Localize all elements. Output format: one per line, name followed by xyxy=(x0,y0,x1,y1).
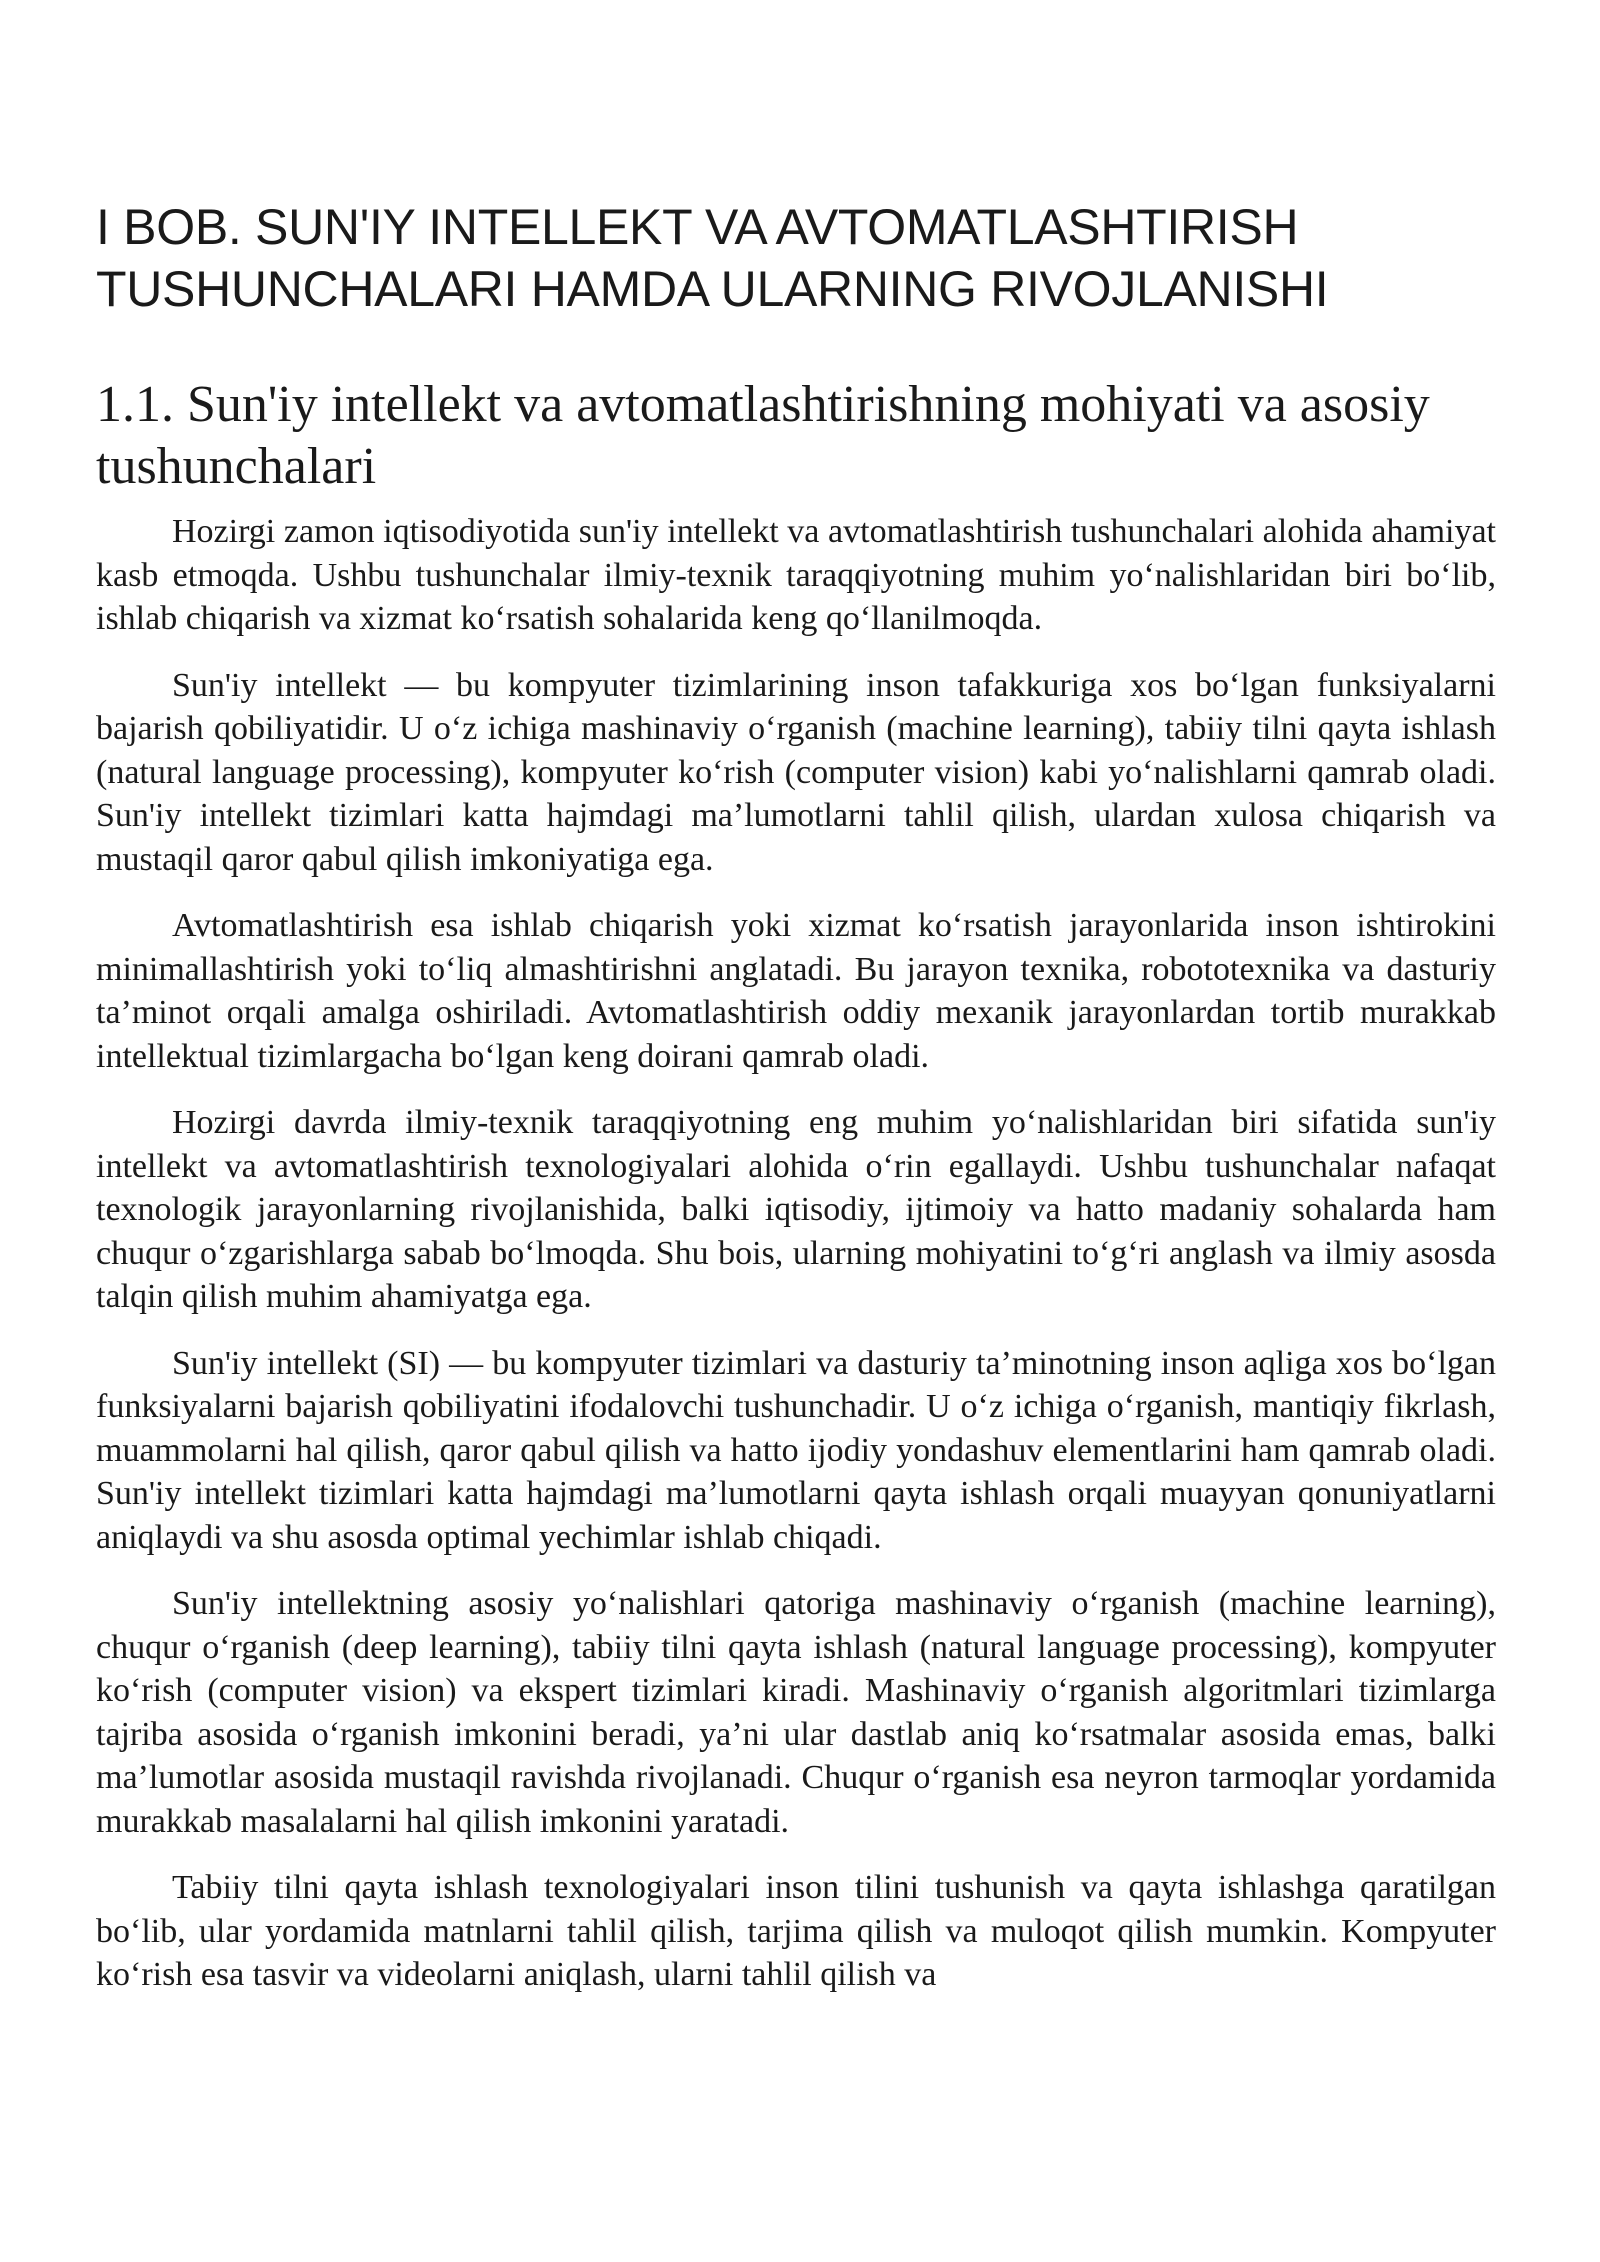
paragraph: Sun'iy intellekt — bu kompyuter tizimlarining inson tafakkuriga xos bo‘lgan funksiyalarni bajarish qobiliyatidir. U o‘z ichiga mashinaviy o‘rganish (machine learning), tabiiy tilni qayta ishlash (natural language processing), kompyuter ko‘rish (computer vision) kabi yo‘nalishlarni qamrab oladi. Sun'iy intellekt tizimlari katta hajmdagi ma’lumotlarni tahlil qilish, ulardan xulosa chiqarish va mustaqil qaror qabul qilish imkoniyatiga ega. xyxy=(96,666,1496,878)
paragraph: Tabiiy tilni qayta ishlash texnologiyalari inson tilini tushunish va qayta ishlashga qaratilgan bo‘lib, ular yordamida matnlarni tahlil qilish, tarjima qilish va muloqot qilish mumkin. Kompyuter ko‘rish esa tasvir va videolarni aniqlash, ularni tahlil qilish va xyxy=(96,1869,1496,1993)
section-title: 1.1. Sun'iy intellekt va avtomatlashtirishning mohiyati va asosiy tushunchalari xyxy=(96,376,1430,495)
paragraph: Sun'iy intellektning asosiy yo‘nalishlari qatoriga mashinaviy o‘rganish (machine learning), chuqur o‘rganish (deep learning), tabiiy tilni qayta ishlash (natural language processing), kompyuter ko‘rish (computer vision) va ekspert tizimlari kiradi. Mashinaviy o‘rganish algoritmlari tizimlarga tajriba asosida o‘rganish imkonini beradi, ya’ni ular dastlab aniq ko‘rsatmalar asosida emas, balki ma’lumotlar asosida mustaqil ravishda rivojlanadi. Chuqur o‘rganish esa neyron tarmoqlar yordamida murakkab masalalarni hal qilish imkonini yaratadi. xyxy=(96,1585,1496,1840)
chapter-title: I BOB. SUN'IY INTELLEKT VA AVTOMATLASHTIRISH TUSHUNCHALARI HAMDA ULARNING RIVOJLANISHI xyxy=(96,199,1329,317)
page-content xyxy=(96,196,1496,2020)
paragraph: Sun'iy intellekt (SI) — bu kompyuter tizimlari va dasturiy ta’minotning inson aqliga xos bo‘lgan funksiyalarni bajarish qobiliyatini ifodalovchi tushunchadir. U o‘z ichiga o‘rganish, mantiqiy fikrlash, muammolarni hal qilish, qaror qabul qilish va hatto ijodiy yondashuv elementlarini ham qamrab oladi. Sun'iy intellekt tizimlari katta hajmdagi ma’lumotlarni qayta ishlash orqali muayyan qonuniyatlarni aniqlaydi va shu asosda optimal yechimlar ishlab chiqadi. xyxy=(96,1344,1496,1556)
paragraph: Avtomatlashtirish esa ishlab chiqarish yoki xizmat ko‘rsatish jarayonlarida inson ishtirokini minimallashtirish yoki to‘liq almashtirishni anglatadi. Bu jarayon texnika, robototexnika va dasturiy ta’minot orqali amalga oshiriladi. Avtomatlashtirish oddiy mexanik jarayonlardan tortib murakkab intellektual tizimlargacha bo‘lgan keng doirani qamrab oladi. xyxy=(96,907,1496,1075)
paragraph: Hozirgi zamon iqtisodiyotida sun'iy intellekt va avtomatlashtirish tushunchalari alohida ahamiyat kasb etmoqda. Ushbu tushunchalar ilmiy-texnik taraqqiyotning muhim yo‘nalishlaridan biri bo‘lib, ishlab chiqarish va xizmat ko‘rsatish sohalarida keng qo‘llanilmoqda. xyxy=(96,513,1496,637)
paragraph: Hozirgi davrda ilmiy-texnik taraqqiyotning eng muhim yo‘nalishlaridan biri sifatida sun'iy intellekt va avtomatlashtirish texnologiyalari alohida o‘rin egallaydi. Ushbu tushunchalar nafaqat texnologik jarayonlarning rivojlanishida, balki iqtisodiy, ijtimoiy va hatto madaniy sohalarda ham chuqur o‘zgarishlarga sabab bo‘lmoqda. Shu bois, ularning mohiyatini to‘g‘ri anglash va ilmiy asosda talqin qilish muhim ahamiyatga ega. xyxy=(96,1104,1496,1315)
